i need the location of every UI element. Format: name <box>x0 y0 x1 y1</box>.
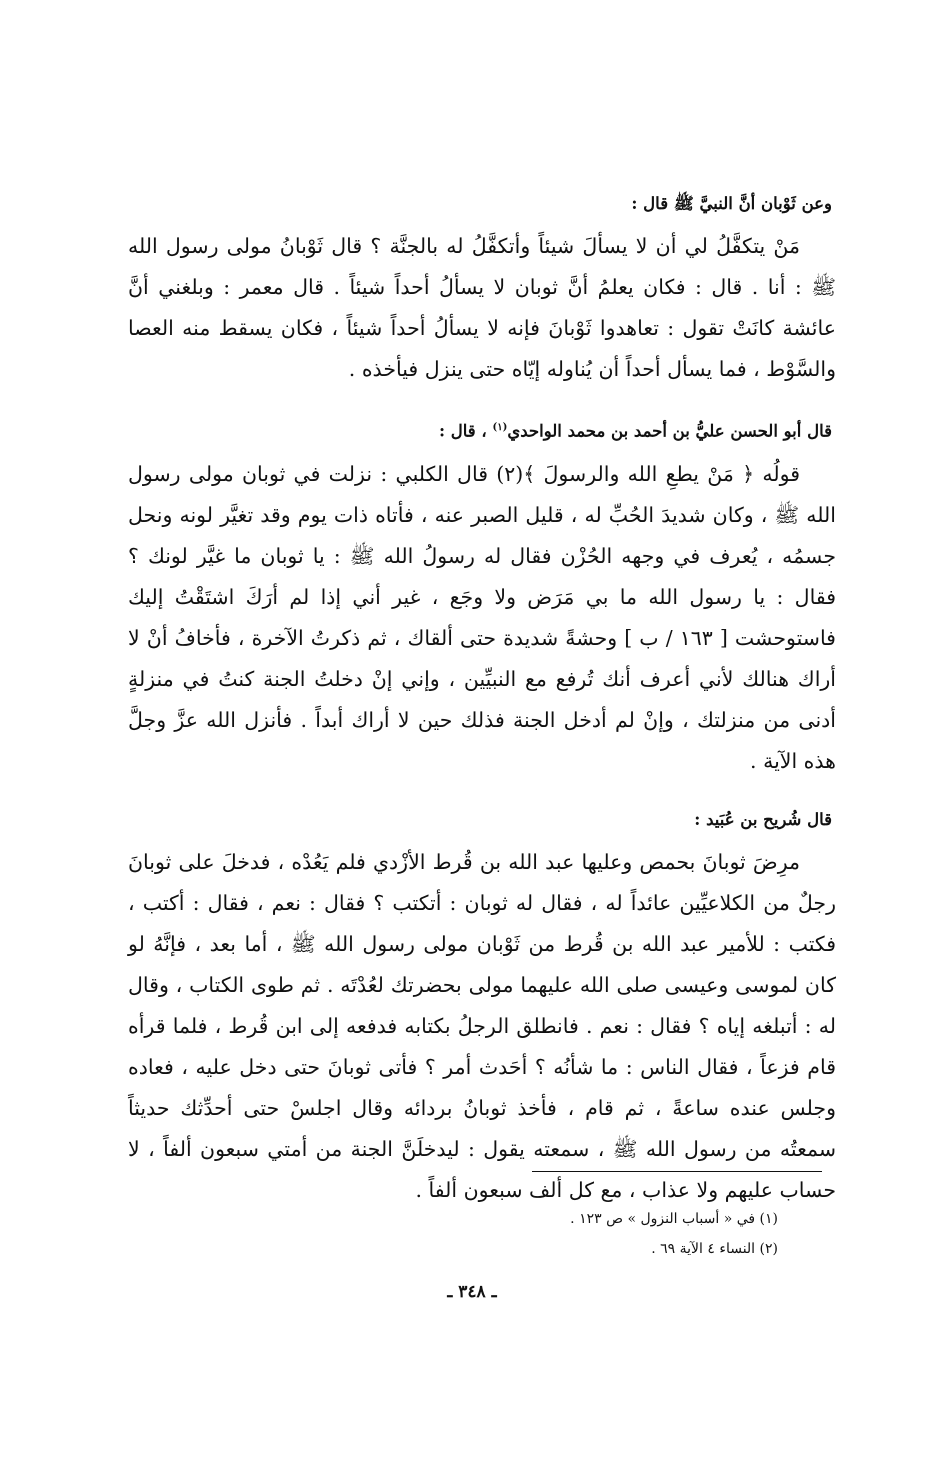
heading-tail: ، قال : <box>438 421 493 441</box>
section-paragraph: مَنْ يتكفَّلُ لي أن لا يسألَ شيئاً وأتكفَّلُ له بالجنَّة ؟ قال ثَوْبانُ مولى رسول الله ﷺ : أنا . قال : فكان يعلمُ أنَّ ثوبان لا يسألُ أحداً شيئاً . قال معمر : وبلغني أنَّ عائشة كانَتْ تقول : تعاهدوا ثَوْبانَ فإنه لا يسألُ أحداً شيئاً ، فكان يسقط منه العصا والسَّوْط ، فما يسأل أحداً أن يُناوله إيّاه حتى ينزل فيأخذه . <box>128 234 836 381</box>
section-shurayh <box>128 806 836 1211</box>
section-paragraph: قولُه ﴿ مَنْ يطعِ الله والرسولَ ﴾(٢) قال الكلبي : نزلت في ثوبان مولى رسول الله ﷺ ، وكان شديدَ الحُبِّ له ، قليل الصبر عنه ، فأتاه ذات يوم وقد تغيَّر لونه ونحل جسمُه ، يُعرف في وجهه الحُزْن فقال له رسولُ الله ﷺ : يا ثوبان ما غيَّر لونك ؟ فقال : يا رسول الله ما بي مَرَض ولا وجَع ، غير أني إذا لم أرَكَ اشتَقْتُ إليك فاستوحشت [ ١٦٣ / ب ] وحشةً شديدة حتى ألقاك ، ثم ذكرتُ الآخرة ، فأخافُ أنْ لا أراك هنالك لأني أعرف أنك تُرفع مع النبيِّين ، وإني إنْ دخلتُ الجنة كنتُ في منزلةٍ أدنى من منزلتك ، وإنْ لم أدخل الجنة فذلك حين لا أراك أبداً . فأنزل الله عزَّ وجلَّ هذه الآية . <box>128 461 836 773</box>
section-thawban-hadith <box>128 190 836 390</box>
section-paragraph: مرِضَ ثوبانَ بحمص وعليها عبد الله بن قُرط الأزْدي فلم يَعُدْه ، فدخلَ على ثوبانَ رجلٌ من الكلاعيِّين عائداً له ، فقال له ثوبان : أتكتب ؟ فقال : نعم ، فقال : أكتب ، فكتب : للأمير عبد الله بن قُرط من ثَوْبان مولى رسول الله ﷺ ، أما بعد ، فإنَّهُ لو كان لموسى وعيسى صلى الله عليهما مولى بحضرتك لعُدْتَه . ثم طوى الكتاب ، وقال له : أتبلغه إياه ؟ فقال : نعم . فانطلق الرجلُ بكتابه فدفعه إلى ابن قُرط ، فلما قرأه قام فزعاً ، فقال الناس : ما شأنُه ؟ أحَدث أمر ؟ فأتى ثوبانَ حتى دخل عليه ، فعاده وجلس عنده ساعةً ، ثم قام ، فأخذ ثوبانُ بردائه وقال اجلسْ حتى أحدِّثك حديثاً سمعتُه من رسول الله ﷺ ، سمعته يقول : ليدخلَنَّ الجنة من أمتي سبعون ألفاً ، لا حساب عليهم ولا عذاب ، مع كل ألف سبعون ألفاً . <box>128 849 836 1202</box>
section-wahidi <box>128 414 836 782</box>
section-heading <box>128 414 836 446</box>
footnote-item: (٢) النساء ٤ الآية ٦٩ . <box>651 1241 778 1257</box>
footnotes <box>478 1204 778 1264</box>
page-number: ـ ٣٤٨ ـ <box>447 1282 497 1302</box>
section-heading: وعن ثَوْبان أنَّ النبيَّ ﷺ قال : <box>631 194 832 213</box>
footnote-divider <box>532 1171 822 1172</box>
footnote-marker: (١) <box>492 422 508 433</box>
page-body <box>128 190 836 1235</box>
heading-text: قال أبو الحسن عليُّ بن أحمد بن محمد الواحدي <box>507 421 832 441</box>
section-heading: قال شُريح بن عُبَيد : <box>694 809 832 829</box>
footnote-item: (١) في « أسباب النزول » ص ١٢٣ . <box>570 1211 778 1227</box>
